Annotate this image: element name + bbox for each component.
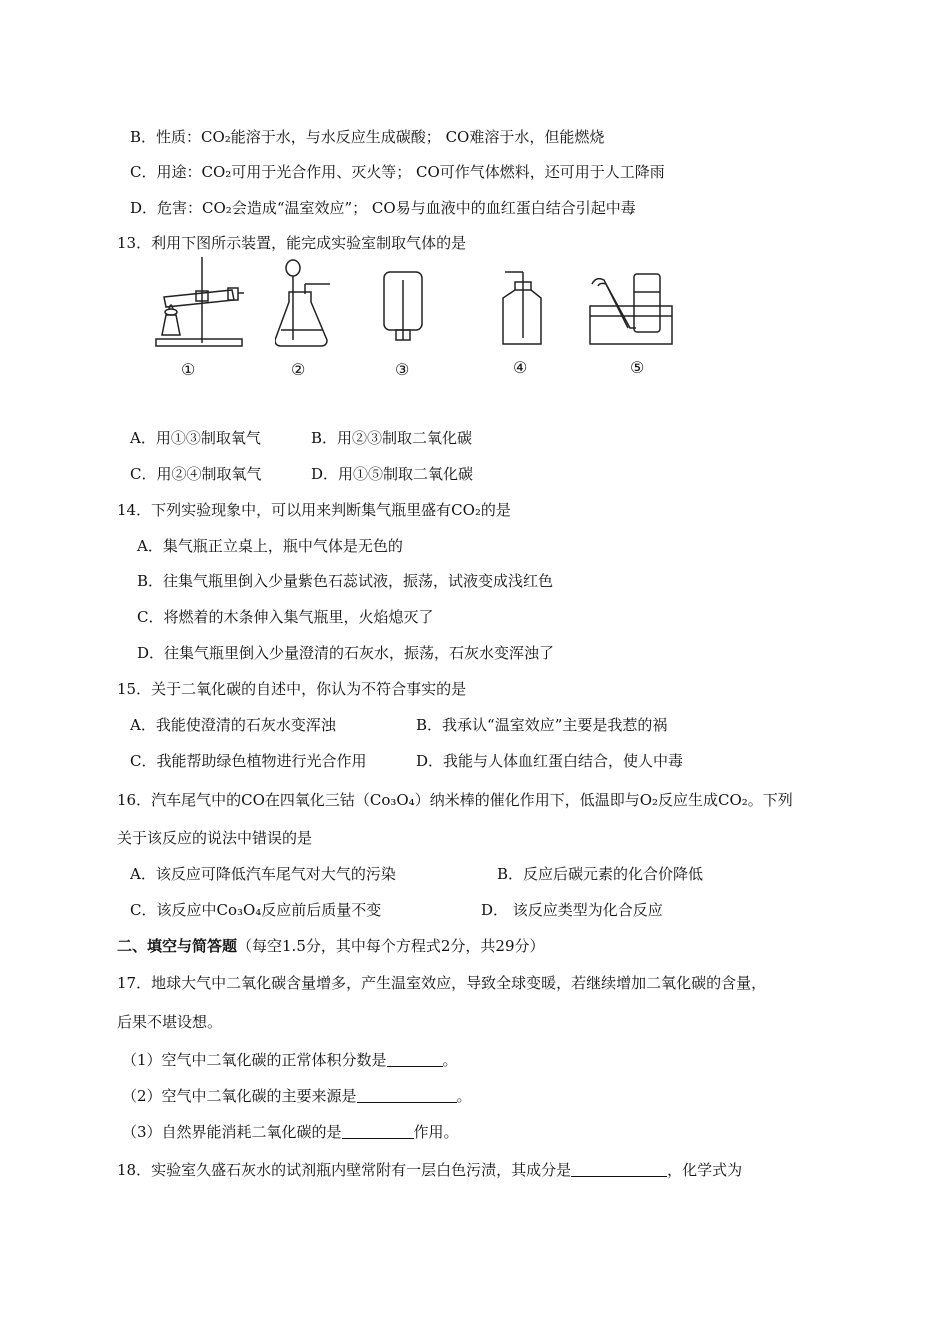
q14-option-b: B．往集气瓶里倒入少量紫色石蕊试液，振荡，试液变成浅红色: [137, 572, 554, 590]
q17-part-2-text: （2）空气中二氧化碳的主要来源是: [122, 1087, 357, 1105]
q13-option-c: C．用②④制取氧气: [130, 465, 262, 483]
q14-option-c: C．将燃着的木条伸入集气瓶里，火焰熄灭了: [137, 608, 434, 626]
q17-part-1-text: （1）空气中二氧化碳的正常体积分数是: [122, 1051, 387, 1069]
apparatus-label-4: ④: [513, 358, 528, 377]
q14-stem: 14．下列实验现象中，可以用来判断集气瓶里盛有CO₂的是: [117, 501, 511, 519]
q18-stem-end: ，化学式为: [667, 1161, 743, 1179]
apparatus-2-flask: [275, 258, 335, 353]
apparatus-3-inverted-bottle: [378, 270, 428, 350]
q17-part-3: [122, 1122, 459, 1142]
q17-part-1: [122, 1050, 458, 1070]
section-title: 二、填空与简答题: [117, 937, 238, 955]
q17-part-2-end: 。: [456, 1087, 472, 1105]
q16-option-c: C．该反应中Co₃O₄反应前后质量不变: [130, 901, 382, 919]
q15-stem: 15．关于二氧化碳的自述中，你认为不符合事实的是: [117, 680, 467, 698]
apparatus-label-2: ②: [291, 360, 306, 379]
q16-option-b: B．反应后碳元素的化合价降低: [497, 865, 704, 883]
q18-stem: [117, 1160, 742, 1180]
q17-part-3-end: 作用。: [413, 1123, 459, 1141]
q16-stem-line1: 16．汽车尾气中的CO在四氧化三钴（Co₃O₄）纳米棒的催化作用下，低温即与O₂反应生成CO₂。下列: [117, 791, 793, 809]
q17-stem-line1: 17．地球大气中二氧化碳含量增多，产生温室效应，导致全球变暖，若继续增加二氧化碳的含量，: [117, 974, 767, 992]
q15-option-a: A．我能使澄清的石灰水变浑浊: [130, 716, 336, 734]
q17-stem-line2: 后果不堪设想。: [117, 1013, 223, 1031]
q17-part-1-end: 。: [442, 1051, 458, 1069]
apparatus-label-5: ⑤: [630, 358, 645, 377]
q12-option-b: B．性质：CO₂能溶于水，与水反应生成碳酸； CO难溶于水，但能燃烧: [130, 128, 605, 146]
q13-option-b: B．用②③制取二氧化碳: [311, 429, 473, 447]
q15-option-c: C．我能帮助绿色植物进行光合作用: [130, 752, 367, 770]
section-heading: [117, 936, 545, 956]
q12-option-c: C．用途：CO₂可用于光合作用、灭火等； CO可作气体燃料，还可用于人工降雨: [130, 163, 665, 181]
q16-option-d: D． 该反应类型为化合反应: [481, 901, 663, 919]
q12-option-d: D．危害：CO₂会造成“温室效应”； CO易与血液中的血红蛋白结合引起中毒: [130, 199, 636, 217]
q16-stem-line2: 关于该反应的说法中错误的是: [117, 829, 313, 847]
q17-part-2: [122, 1086, 472, 1106]
q14-option-d: D．往集气瓶里倒入少量澄清的石灰水，振荡，石灰水变浑浊了: [137, 644, 555, 662]
q13-option-d: D．用①⑤制取二氧化碳: [311, 465, 474, 483]
q16-option-a: A．该反应可降低汽车尾气对大气的污染: [130, 865, 396, 883]
q13-stem: 13．利用下图所示装置，能完成实验室制取气体的是: [117, 234, 467, 252]
q17-part-3-text: （3）自然界能消耗二氧化碳的是: [122, 1123, 342, 1141]
answer-blank[interactable]: [571, 1162, 667, 1177]
q13-option-a: A．用①③制取氧气: [130, 429, 261, 447]
apparatus-5-water-trough: [588, 270, 678, 350]
answer-blank[interactable]: [342, 1124, 414, 1139]
section-note: （每空1.5分，其中每个方程式2分，共29分）: [237, 937, 545, 955]
apparatus-label-1: ①: [181, 360, 196, 379]
answer-blank[interactable]: [387, 1052, 443, 1067]
apparatus-1-heating-tube: [152, 255, 247, 350]
q15-option-b: B．我承认“温室效应”主要是我惹的祸: [416, 716, 668, 734]
answer-blank[interactable]: [357, 1088, 457, 1103]
q14-option-a: A．集气瓶正立桌上，瓶中气体是无色的: [137, 537, 403, 555]
q18-stem-text: 18．实验室久盛石灰水的试剂瓶内壁常附有一层白色污渍，其成分是: [117, 1161, 572, 1179]
apparatus-4-gas-bottle: [497, 268, 547, 348]
apparatus-label-3: ③: [395, 360, 410, 379]
q15-option-d: D．我能与人体血红蛋白结合，使人中毒: [416, 752, 684, 770]
